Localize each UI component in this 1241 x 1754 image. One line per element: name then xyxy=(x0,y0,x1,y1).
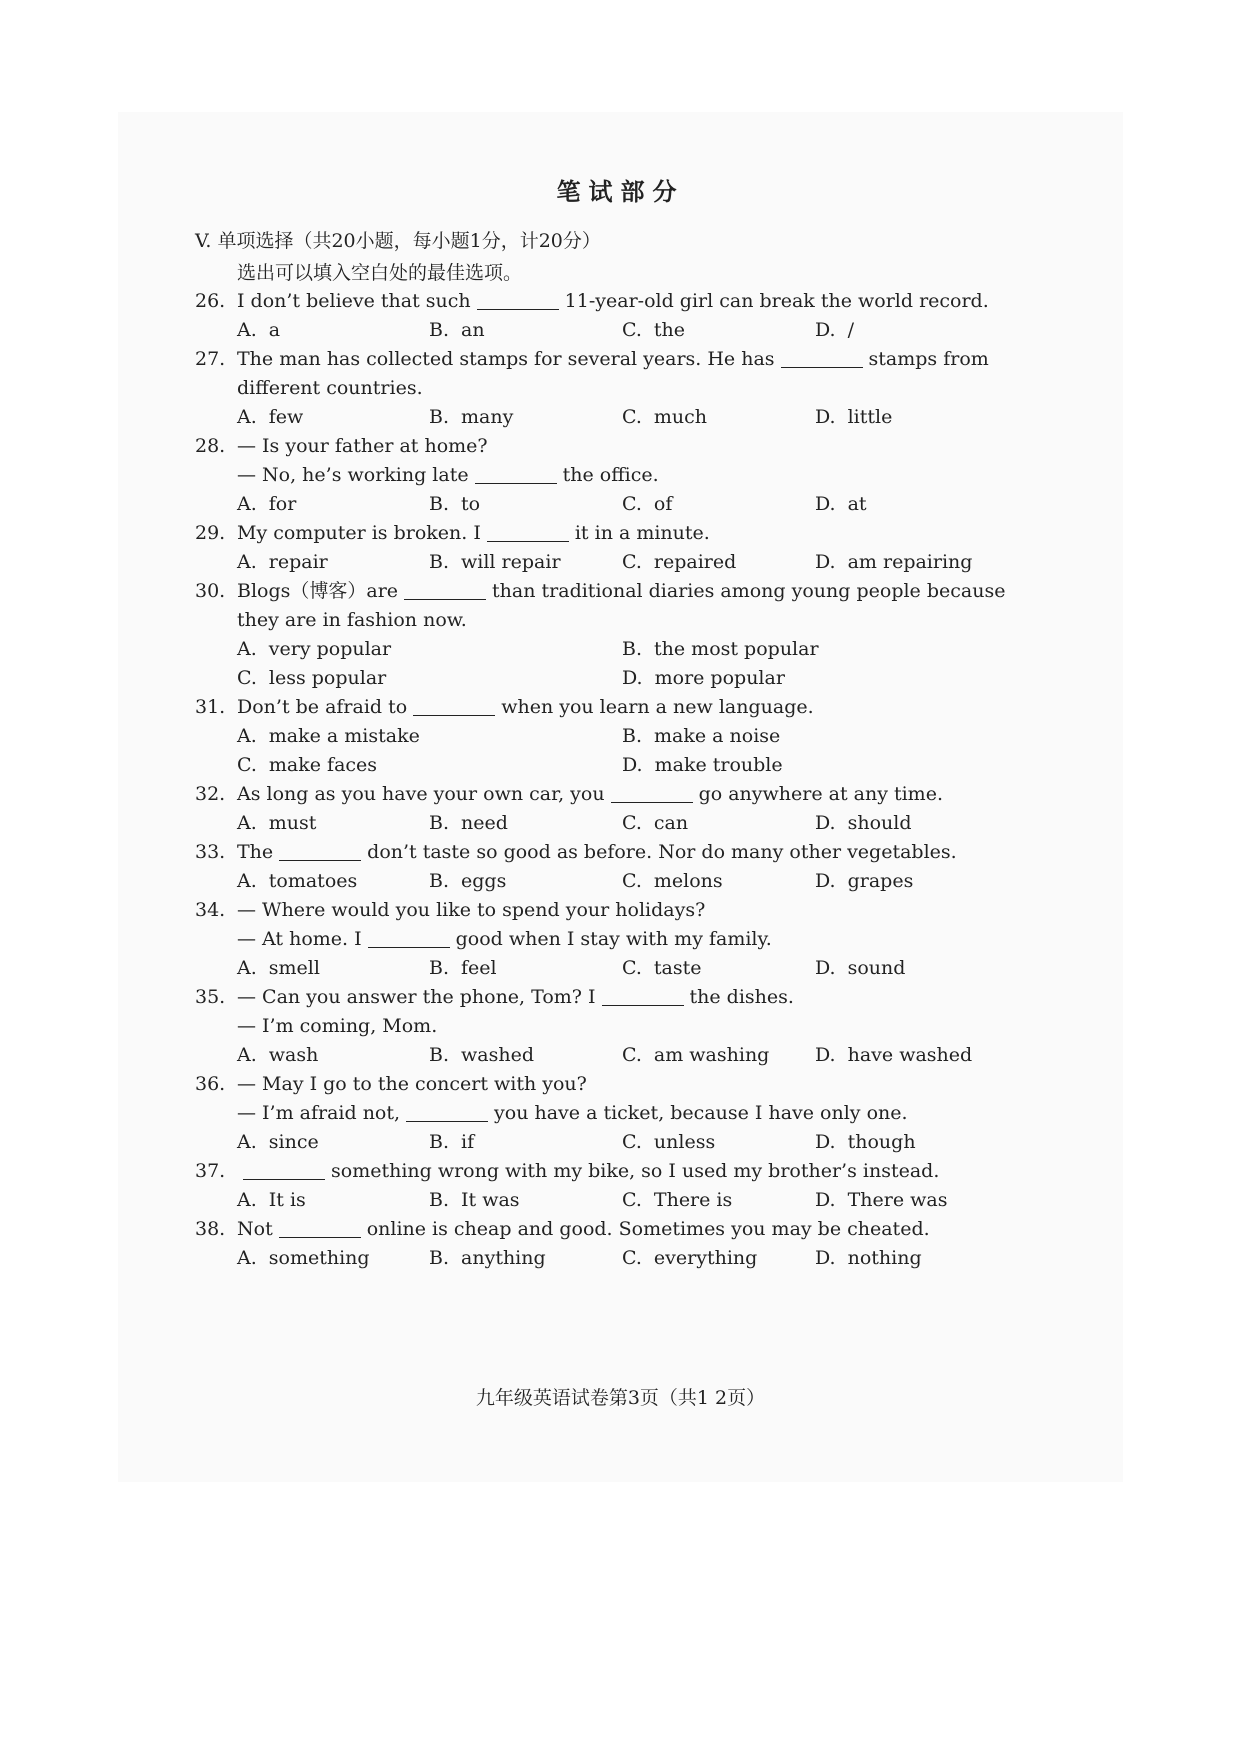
options-row xyxy=(237,490,1015,519)
question-text: — At home. I xyxy=(237,928,362,950)
question-number: 37. xyxy=(195,1160,226,1182)
question-item xyxy=(195,287,1015,345)
option-letter: C. xyxy=(622,1189,642,1211)
option-letter: A. xyxy=(237,725,257,747)
option-a[interactable] xyxy=(237,1244,370,1273)
option-b[interactable] xyxy=(622,722,780,751)
answer-blank[interactable] xyxy=(368,927,450,948)
option-text: anything xyxy=(461,1247,546,1269)
option-b[interactable] xyxy=(429,403,513,432)
option-text: the most popular xyxy=(654,638,819,660)
option-letter: C. xyxy=(622,493,642,515)
question-stem-line xyxy=(237,838,1015,867)
question-text: — Can you answer the phone, Tom? I xyxy=(237,986,596,1008)
option-letter: A. xyxy=(237,319,257,341)
option-text: less popular xyxy=(268,667,387,689)
option-text: am washing xyxy=(653,1044,770,1066)
options-row xyxy=(237,1041,1015,1070)
option-letter: D. xyxy=(815,406,836,428)
option-text: to xyxy=(461,493,481,515)
answer-blank[interactable] xyxy=(406,1101,488,1122)
options-row xyxy=(237,867,1015,896)
option-b[interactable] xyxy=(429,316,485,345)
options-row xyxy=(237,403,1015,432)
option-letter: B. xyxy=(622,725,643,747)
option-c[interactable] xyxy=(622,1244,757,1273)
option-d[interactable] xyxy=(815,490,867,519)
question-stem-line xyxy=(237,1099,1015,1128)
option-b[interactable] xyxy=(429,548,561,577)
option-a[interactable] xyxy=(237,1186,306,1215)
question-item xyxy=(195,838,1015,896)
answer-blank[interactable] xyxy=(781,347,863,368)
option-d[interactable] xyxy=(815,809,912,838)
question-item xyxy=(195,983,1015,1070)
question-item xyxy=(195,1157,1015,1215)
answer-blank[interactable] xyxy=(487,521,569,542)
option-text: need xyxy=(461,812,508,834)
option-text: can xyxy=(653,812,689,834)
option-c[interactable] xyxy=(237,751,377,780)
options-row xyxy=(237,316,1015,345)
option-text: must xyxy=(268,812,317,834)
option-c[interactable] xyxy=(622,490,672,519)
option-text: of xyxy=(653,493,673,515)
question-text: something wrong with my bike, so I used my brother’s instead. xyxy=(331,1160,940,1182)
option-b[interactable] xyxy=(429,490,480,519)
question-number: 36. xyxy=(195,1073,226,1095)
option-c[interactable] xyxy=(622,316,685,345)
option-a[interactable] xyxy=(237,722,420,751)
options-row xyxy=(237,809,1015,838)
question-number: 30. xyxy=(195,580,226,602)
question-stem-line xyxy=(237,287,1015,316)
option-letter: B. xyxy=(622,638,643,660)
option-letter: B. xyxy=(429,1189,450,1211)
option-letter: A. xyxy=(237,406,257,428)
option-b[interactable] xyxy=(429,1041,534,1070)
option-c[interactable] xyxy=(622,1128,715,1157)
option-text: There was xyxy=(847,1189,948,1211)
option-letter: A. xyxy=(237,638,257,660)
option-letter: C. xyxy=(622,870,642,892)
option-a[interactable] xyxy=(237,1041,318,1070)
question-text: the dishes. xyxy=(689,986,794,1008)
option-text: taste xyxy=(653,957,702,979)
option-letter: D. xyxy=(815,1131,836,1153)
question-text: As long as you have your own car, you xyxy=(237,783,605,805)
question-number: 34. xyxy=(195,899,226,921)
option-c[interactable] xyxy=(622,809,688,838)
option-letter: D. xyxy=(815,812,836,834)
question-item xyxy=(195,432,1015,519)
question-stem-line xyxy=(237,432,1015,461)
option-text: if xyxy=(461,1131,475,1153)
option-letter: B. xyxy=(429,957,450,979)
option-d[interactable] xyxy=(815,1041,972,1070)
page-title: 笔试部分 xyxy=(556,177,685,206)
option-b[interactable] xyxy=(429,867,506,896)
option-letter: D. xyxy=(815,1247,836,1269)
option-text: much xyxy=(653,406,708,428)
option-text: though xyxy=(847,1131,916,1153)
option-text: grapes xyxy=(847,870,914,892)
option-c[interactable] xyxy=(622,1186,732,1215)
option-letter: D. xyxy=(815,319,836,341)
option-letter: A. xyxy=(237,1044,257,1066)
section-number: V. xyxy=(195,230,212,252)
option-text: make faces xyxy=(268,754,378,776)
question-item xyxy=(195,693,1015,780)
option-text: make a mistake xyxy=(268,725,420,747)
option-letter: B. xyxy=(429,1044,450,1066)
question-item xyxy=(195,519,1015,577)
option-a[interactable] xyxy=(237,809,316,838)
option-text: something xyxy=(268,1247,370,1269)
option-d[interactable] xyxy=(815,954,905,983)
question-number: 35. xyxy=(195,986,226,1008)
option-letter: C. xyxy=(237,667,257,689)
question-number: 33. xyxy=(195,841,226,863)
section-instruction: 选出可以填入空白处的最佳选项。 xyxy=(237,262,523,284)
option-letter: B. xyxy=(429,1131,450,1153)
option-text: make a noise xyxy=(654,725,781,747)
question-text: I don’t believe that such xyxy=(237,290,471,312)
options-row xyxy=(237,722,1015,751)
question-text: different countries. xyxy=(237,377,423,399)
option-text: tomatoes xyxy=(268,870,358,892)
option-letter: D. xyxy=(815,493,836,515)
question-text: online is cheap and good. Sometimes you may be cheated. xyxy=(366,1218,930,1240)
option-text: very popular xyxy=(268,638,392,660)
option-letter: A. xyxy=(237,957,257,979)
option-letter: A. xyxy=(237,870,257,892)
option-b[interactable] xyxy=(429,1128,474,1157)
option-a[interactable] xyxy=(237,954,320,983)
question-item xyxy=(195,1215,1015,1273)
option-letter: D. xyxy=(622,754,643,776)
question-text: 11-year-old girl can break the world record. xyxy=(564,290,989,312)
option-text: There is xyxy=(653,1189,733,1211)
option-d[interactable] xyxy=(815,1128,916,1157)
question-stem-line xyxy=(237,896,1015,925)
option-letter: D. xyxy=(815,1044,836,1066)
option-letter: B. xyxy=(429,812,450,834)
question-text: — No, he’s working late xyxy=(237,464,469,486)
option-text: many xyxy=(461,406,514,428)
options-row xyxy=(237,1244,1015,1273)
option-letter: B. xyxy=(429,1247,450,1269)
option-text: little xyxy=(847,406,893,428)
option-letter: D. xyxy=(815,1189,836,1211)
answer-blank[interactable] xyxy=(477,289,559,310)
option-text: eggs xyxy=(461,870,507,892)
option-d[interactable] xyxy=(815,316,854,345)
option-text: It was xyxy=(461,1189,520,1211)
question-number: 26. xyxy=(195,290,226,312)
option-letter: C. xyxy=(237,754,257,776)
options-row xyxy=(237,548,1015,577)
question-text: — May I go to the concert with you? xyxy=(237,1073,587,1095)
option-letter: C. xyxy=(622,1131,642,1153)
option-letter: B. xyxy=(429,870,450,892)
question-text: they are in fashion now. xyxy=(237,609,467,631)
option-letter: B. xyxy=(429,493,450,515)
option-letter: C. xyxy=(622,1044,642,1066)
option-letter: A. xyxy=(237,1189,257,1211)
question-text: than traditional diaries among young people because xyxy=(492,580,1006,602)
options-row xyxy=(237,1186,1015,1215)
option-letter: B. xyxy=(429,406,450,428)
option-d[interactable] xyxy=(815,548,972,577)
option-b[interactable] xyxy=(429,1186,520,1215)
option-letter: A. xyxy=(237,812,257,834)
question-number: 31. xyxy=(195,696,226,718)
question-text: The xyxy=(237,841,274,863)
option-c[interactable] xyxy=(622,403,707,432)
option-text: at xyxy=(847,493,867,515)
option-letter: A. xyxy=(237,551,257,573)
option-text: everything xyxy=(653,1247,758,1269)
option-text: smell xyxy=(268,957,320,979)
option-text: melons xyxy=(653,870,723,892)
question-text: Not xyxy=(237,1218,273,1240)
question-text: go anywhere at any time. xyxy=(698,783,943,805)
option-letter: C. xyxy=(622,551,642,573)
answer-blank[interactable] xyxy=(413,695,495,716)
question-text: Blogs（博客）are xyxy=(237,580,399,602)
option-text: repair xyxy=(268,551,328,573)
option-text: am repairing xyxy=(847,551,973,573)
answer-blank[interactable] xyxy=(279,840,361,861)
answer-blank[interactable] xyxy=(611,782,693,803)
options-row xyxy=(237,751,1015,780)
option-d[interactable] xyxy=(622,664,785,693)
option-letter: D. xyxy=(815,870,836,892)
option-text: an xyxy=(461,319,485,341)
option-text: nothing xyxy=(847,1247,922,1269)
question-text: The man has collected stamps for several years. He has xyxy=(237,348,775,370)
options-row xyxy=(237,635,1015,664)
option-text: washed xyxy=(461,1044,535,1066)
answer-blank[interactable] xyxy=(475,463,557,484)
option-a[interactable] xyxy=(237,635,391,664)
option-text: repaired xyxy=(653,551,737,573)
option-letter: C. xyxy=(622,812,642,834)
question-stem-line xyxy=(237,461,1015,490)
option-text: wash xyxy=(268,1044,319,1066)
option-text: should xyxy=(847,812,912,834)
option-letter: C. xyxy=(622,957,642,979)
option-text: unless xyxy=(653,1131,716,1153)
option-c[interactable] xyxy=(237,664,386,693)
question-item xyxy=(195,896,1015,983)
option-b[interactable] xyxy=(429,954,497,983)
question-text: good when I stay with my family. xyxy=(455,928,772,950)
question-stem-line xyxy=(237,925,1015,954)
option-c[interactable] xyxy=(622,1041,769,1070)
question-stem-line xyxy=(237,983,1015,1012)
option-text: for xyxy=(268,493,297,515)
question-stem-line xyxy=(237,1012,1015,1041)
question-stem-line xyxy=(237,374,1015,403)
option-text: a xyxy=(268,319,281,341)
question-item xyxy=(195,345,1015,432)
question-stem-line xyxy=(237,693,1015,722)
option-a[interactable] xyxy=(237,548,328,577)
option-text: make trouble xyxy=(654,754,783,776)
option-letter: A. xyxy=(237,1131,257,1153)
question-item xyxy=(195,780,1015,838)
option-text: the xyxy=(653,319,686,341)
option-d[interactable] xyxy=(815,403,892,432)
option-letter: C. xyxy=(622,1247,642,1269)
options-row xyxy=(237,1128,1015,1157)
option-letter: C. xyxy=(622,319,642,341)
question-stem-line xyxy=(237,519,1015,548)
answer-blank[interactable] xyxy=(602,985,684,1006)
option-b[interactable] xyxy=(622,635,819,664)
option-d[interactable] xyxy=(815,1244,922,1273)
question-number: 29. xyxy=(195,522,226,544)
option-text: since xyxy=(268,1131,319,1153)
answer-blank[interactable] xyxy=(404,579,486,600)
question-stem-line xyxy=(237,577,1015,606)
option-text: / xyxy=(847,319,855,341)
option-letter: D. xyxy=(815,957,836,979)
question-text: it in a minute. xyxy=(574,522,710,544)
option-text: have washed xyxy=(847,1044,973,1066)
option-c[interactable] xyxy=(622,867,723,896)
question-text: — I’m afraid not, xyxy=(237,1102,401,1124)
option-text: sound xyxy=(847,957,906,979)
option-d[interactable] xyxy=(815,867,913,896)
question-stem-line xyxy=(237,1157,1015,1186)
question-item xyxy=(195,1070,1015,1157)
option-text: feel xyxy=(461,957,497,979)
option-c[interactable] xyxy=(622,548,736,577)
option-b[interactable] xyxy=(429,1244,546,1273)
option-a[interactable] xyxy=(237,403,303,432)
option-c[interactable] xyxy=(622,954,702,983)
question-text: Don’t be afraid to xyxy=(237,696,408,718)
answer-blank[interactable] xyxy=(243,1159,325,1180)
question-text: My computer is broken. I xyxy=(237,522,481,544)
options-row xyxy=(237,664,1015,693)
option-d[interactable] xyxy=(622,751,783,780)
question-text: when you learn a new language. xyxy=(501,696,814,718)
option-a[interactable] xyxy=(237,316,280,345)
question-item xyxy=(195,577,1015,693)
question-text: the office. xyxy=(562,464,659,486)
option-text: will repair xyxy=(461,551,561,573)
question-number: 27. xyxy=(195,348,226,370)
question-text: — Is your father at home? xyxy=(237,435,488,457)
option-a[interactable] xyxy=(237,867,357,896)
question-number: 38. xyxy=(195,1218,226,1240)
option-text: few xyxy=(268,406,304,428)
option-letter: B. xyxy=(429,319,450,341)
page-footer: 九年级英语试卷第3页（共1 2页） xyxy=(475,1387,766,1409)
option-letter: D. xyxy=(815,551,836,573)
option-letter: D. xyxy=(622,667,643,689)
section-heading xyxy=(195,226,601,253)
question-text: don’t taste so good as before. Nor do many other vegetables. xyxy=(367,841,957,863)
question-stem-line xyxy=(237,345,1015,374)
options-row xyxy=(237,954,1015,983)
option-text: It is xyxy=(268,1189,306,1211)
section-heading-text: 单项选择（共20小题，每小题1分，计20分） xyxy=(217,230,601,252)
option-a[interactable] xyxy=(237,490,296,519)
option-letter: B. xyxy=(429,551,450,573)
option-b[interactable] xyxy=(429,809,508,838)
question-text: you have a ticket, because I have only one. xyxy=(494,1102,908,1124)
question-stem-line xyxy=(237,606,1015,635)
option-text: more popular xyxy=(654,667,785,689)
question-stem-line xyxy=(237,1215,1015,1244)
question-text: stamps from xyxy=(868,348,989,370)
option-letter: C. xyxy=(622,406,642,428)
question-stem-line xyxy=(237,1070,1015,1099)
question-text: — Where would you like to spend your holidays? xyxy=(237,899,706,921)
question-stem-line xyxy=(237,780,1015,809)
option-a[interactable] xyxy=(237,1128,319,1157)
question-number: 28. xyxy=(195,435,226,457)
question-number: 32. xyxy=(195,783,226,805)
option-letter: A. xyxy=(237,493,257,515)
option-letter: A. xyxy=(237,1247,257,1269)
question-text: — I’m coming, Mom. xyxy=(237,1015,438,1037)
option-d[interactable] xyxy=(815,1186,947,1215)
answer-blank[interactable] xyxy=(279,1217,361,1238)
